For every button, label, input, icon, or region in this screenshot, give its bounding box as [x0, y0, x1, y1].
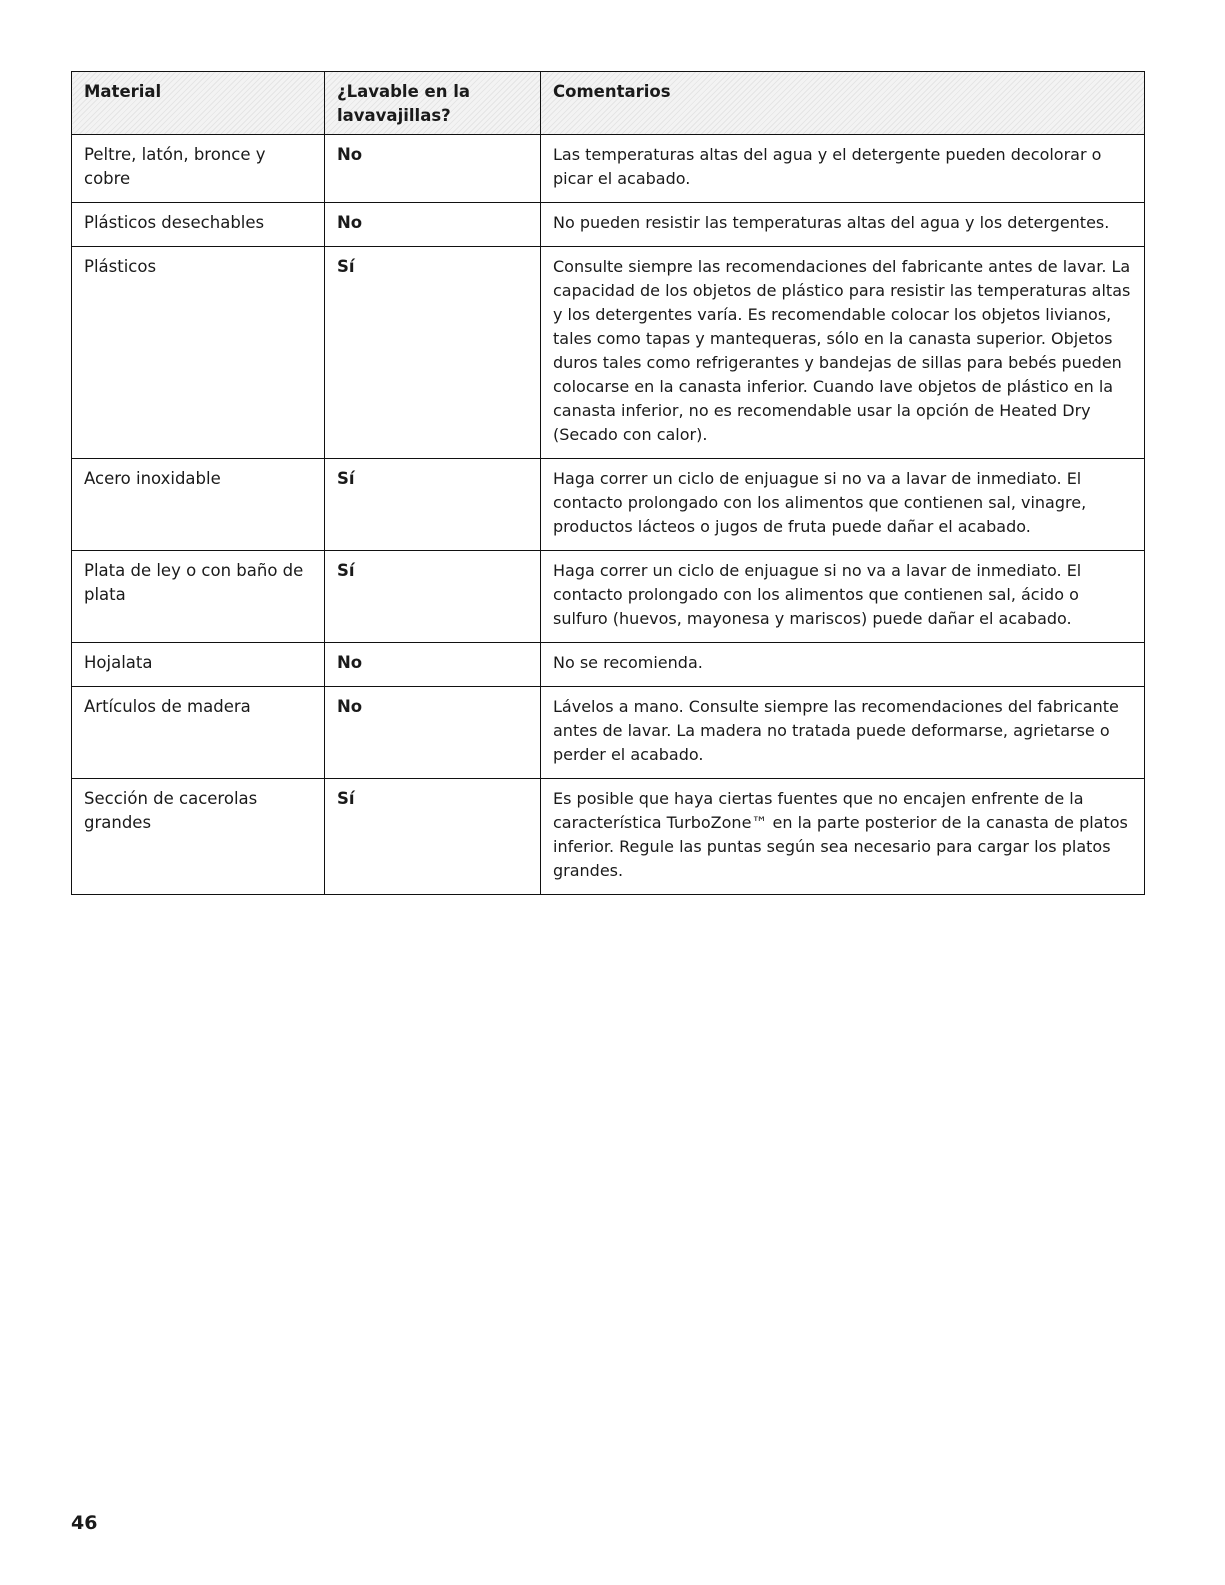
header-dishwasher-safe: ¿Lavable en la lavavajillas?	[325, 72, 541, 135]
table-row	[72, 459, 1145, 551]
material-cell: Sección de cacerolas grandes	[72, 779, 325, 895]
comment-cell: Consulte siempre las recomendaciones del fabricante antes de lavar. La capacidad de los objetos de plástico para resistir las temperaturas altas y los detergentes varía. Es recomendable colocar los objetos livianos, tales como tapas y mantequeras, sólo en la canasta superior. Objetos duros tales como refrigerantes y bandejas de sillas para bebés pueden colocarse en la canasta inferior. Cuando lave objetos de plástico en la canasta inferior, no es recomendable usar la opción de Heated Dry (Secado con calor).	[541, 247, 1145, 459]
dishwasher-safe-cell: Sí	[325, 459, 541, 551]
material-cell: Artículos de madera	[72, 687, 325, 779]
dishwasher-safe-cell: No	[325, 643, 541, 687]
comment-cell: Las temperaturas altas del agua y el detergente pueden decolorar o picar el acabado.	[541, 135, 1145, 203]
dishwasher-safe-cell: No	[325, 203, 541, 247]
table-row	[72, 643, 1145, 687]
table-row	[72, 779, 1145, 895]
table-header-row	[72, 72, 1145, 135]
comment-cell: No se recomienda.	[541, 643, 1145, 687]
table-row	[72, 203, 1145, 247]
table-row	[72, 247, 1145, 459]
dishwasher-safe-cell: Sí	[325, 551, 541, 643]
material-cell: Hojalata	[72, 643, 325, 687]
comment-cell: No pueden resistir las temperaturas altas del agua y los detergentes.	[541, 203, 1145, 247]
material-cell: Peltre, latón, bronce y cobre	[72, 135, 325, 203]
dishwasher-safe-cell: No	[325, 135, 541, 203]
comment-cell: Haga correr un ciclo de enjuague si no va a lavar de inmediato. El contacto prolongado con los alimentos que contienen sal, vinagre, productos lácteos o jugos de fruta puede dañar el acabado.	[541, 459, 1145, 551]
header-comments: Comentarios	[541, 72, 1145, 135]
page-number: 46	[71, 1512, 98, 1534]
dishwasher-safe-cell: No	[325, 687, 541, 779]
comment-cell: Lávelos a mano. Consulte siempre las recomendaciones del fabricante antes de lavar. La madera no tratada puede deformarse, agrietarse o perder el acabado.	[541, 687, 1145, 779]
dishwasher-safe-cell: Sí	[325, 779, 541, 895]
table-row	[72, 551, 1145, 643]
dishwasher-safe-cell: Sí	[325, 247, 541, 459]
comment-cell: Haga correr un ciclo de enjuague si no va a lavar de inmediato. El contacto prolongado con los alimentos que contienen sal, ácido o sulfuro (huevos, mayonesa y mariscos) puede dañar el acabado.	[541, 551, 1145, 643]
material-cell: Plata de ley o con baño de plata	[72, 551, 325, 643]
material-cell: Acero inoxidable	[72, 459, 325, 551]
comment-cell: Es posible que haya ciertas fuentes que no encajen enfrente de la característica TurboZone™ en la parte posterior de la canasta de platos inferior. Regule las puntas según sea necesario para cargar los platos grandes.	[541, 779, 1145, 895]
table-row	[72, 687, 1145, 779]
header-material: Material	[72, 72, 325, 135]
material-cell: Plásticos desechables	[72, 203, 325, 247]
dishwasher-materials-table	[71, 71, 1145, 895]
material-cell: Plásticos	[72, 247, 325, 459]
table-row	[72, 135, 1145, 203]
